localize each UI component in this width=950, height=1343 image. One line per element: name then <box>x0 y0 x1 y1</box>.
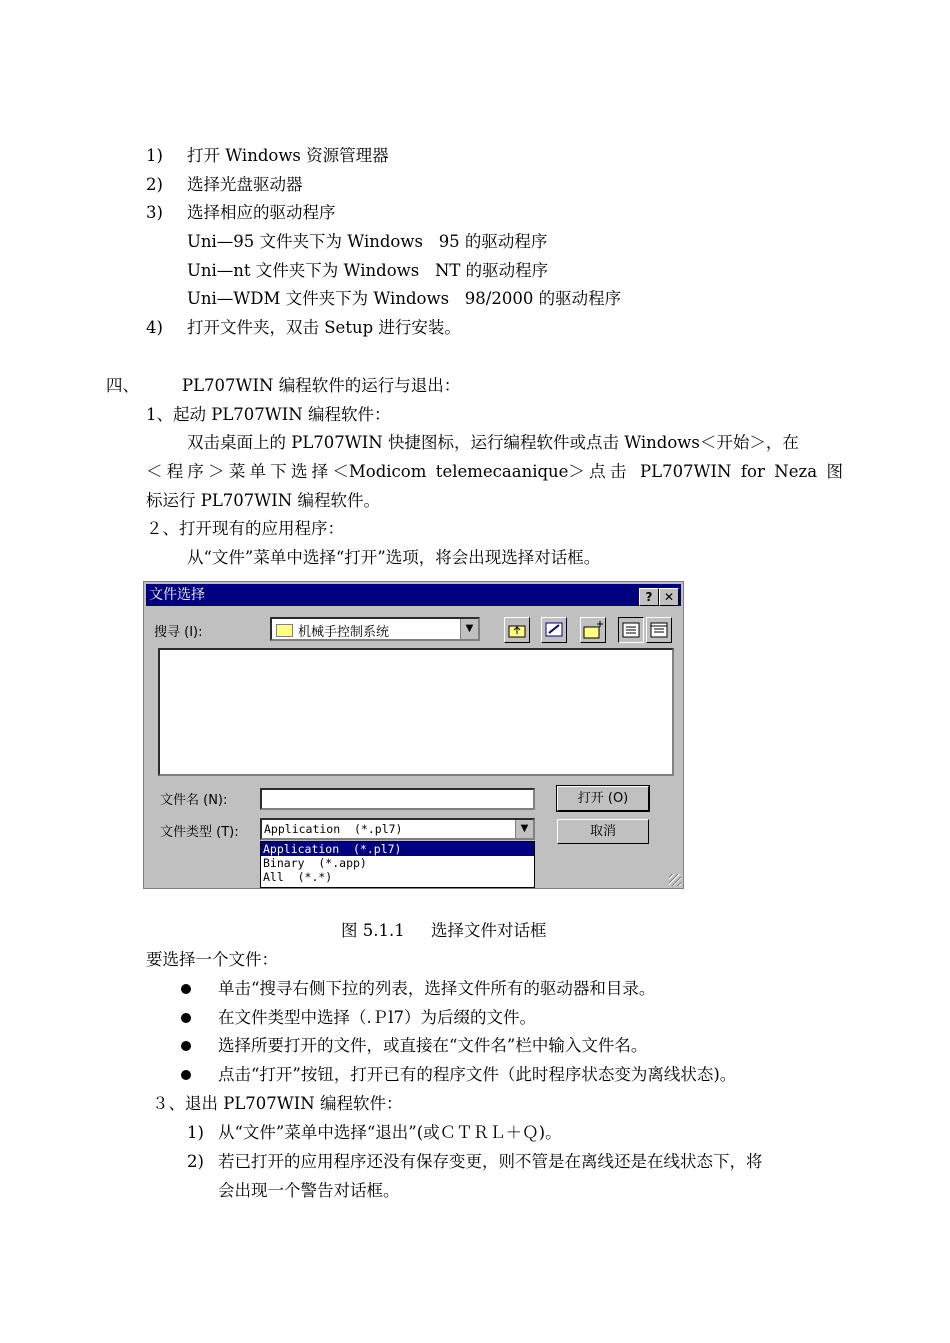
filetype-option[interactable]: Binary (*.app) <box>263 856 367 870</box>
bullet-item-2: 在文件类型中选择（.Ｐl7）为后缀的文件。 <box>218 1008 537 1027</box>
folder-icon <box>276 624 293 637</box>
step-3-text: 选择相应的驱动程序 <box>187 203 336 222</box>
step-2-num: 2) <box>146 175 163 194</box>
bullet-item-1: 单击“搜寻右侧下拉的列表，选择文件所有的驱动器和目录。 <box>218 979 656 998</box>
filename-label: 文件名 (N): <box>160 793 228 808</box>
step-1-text: 打开 Windows 资源管理器 <box>187 146 389 165</box>
bullet-dot <box>181 984 191 994</box>
details-view-icon[interactable] <box>646 617 672 643</box>
select-intro: 要选择一个文件： <box>146 950 278 969</box>
help-button[interactable]: ? <box>639 588 659 606</box>
dialog-title: 文件选择 <box>149 587 205 603</box>
cancel-button[interactable]: 取消 <box>557 819 649 844</box>
filetype-value: Application (*.pl7) <box>264 822 403 836</box>
bullet-dot <box>181 1070 191 1080</box>
sub1-heading: 1、起动 PL707WIN 编程软件： <box>146 405 391 424</box>
chevron-down-icon[interactable]: ▼ <box>460 619 478 639</box>
exit-step-2-text-line-1: 若已打开的应用程序还没有保存变更，则不管是在离线还是在线状态下，将 <box>218 1152 763 1171</box>
file-list[interactable] <box>158 648 674 776</box>
section-number: 四、 <box>106 376 139 395</box>
exit-step-1-text: 从“文件”菜单中选择“退出”(或ＣＴＲＬ＋Ｑ)。 <box>218 1123 562 1142</box>
driver-line-wdm: Uni—WDM 文件夹下为 Windows 98/2000 的驱动程序 <box>187 289 622 308</box>
sub2-heading: ２、打开现有的应用程序： <box>146 519 344 538</box>
bullet-dot <box>181 1013 191 1023</box>
folder-value: 机械手控制系统 <box>298 625 390 640</box>
chevron-down-icon[interactable]: ▼ <box>515 820 533 838</box>
filetype-option[interactable]: All (*.*) <box>263 870 333 884</box>
bullet-item-4: 点击“打开”按钮，打开已有的程序文件（此时程序状态变为离线状态)。 <box>218 1065 737 1084</box>
exit-step-2-text-line-2: 会出现一个警告对话框。 <box>218 1181 400 1200</box>
desktop-icon[interactable] <box>541 617 567 643</box>
filetype-label: 文件类型 (T): <box>160 825 239 840</box>
folder-combo[interactable] <box>270 617 480 641</box>
step-2-text: 选择光盘驱动器 <box>187 175 303 194</box>
exit-step-1-num: 1) <box>187 1123 204 1142</box>
filetype-option[interactable]: Application (*.pl7) <box>261 842 534 856</box>
sub1-para-line-1: 双击桌面上的 PL707WIN 快捷图标，运行编程软件或点击 Windows＜开始＞，在 <box>187 433 799 452</box>
up-folder-icon[interactable] <box>504 617 530 643</box>
step-3-num: 3) <box>146 203 163 222</box>
sub1-para-line-3: 标运行 PL707WIN 编程软件。 <box>146 491 380 510</box>
search-label: 搜寻 (I): <box>154 625 203 640</box>
section-title: PL707WIN 编程软件的运行与退出： <box>182 376 461 395</box>
step-1-num: 1) <box>146 146 163 165</box>
exit-step-2-num: 2) <box>187 1152 204 1171</box>
new-folder-icon[interactable] <box>580 617 606 643</box>
sub3-heading: ３、退出 PL707WIN 编程软件： <box>152 1094 403 1113</box>
resize-grip-icon[interactable] <box>669 874 681 886</box>
bullet-item-3: 选择所要打开的文件，或直接在“文件名”栏中输入文件名。 <box>218 1036 648 1055</box>
file-select-dialog <box>143 581 684 889</box>
step-4-num: 4) <box>146 318 163 337</box>
driver-line-nt: Uni—nt 文件夹下为 Windows NT 的驱动程序 <box>187 261 549 280</box>
filename-input[interactable] <box>260 788 535 810</box>
bullet-dot <box>181 1041 191 1051</box>
filetype-dropdown-list <box>260 841 535 888</box>
list-view-icon[interactable] <box>618 617 644 643</box>
open-button[interactable]: 打开 (O) <box>557 786 649 811</box>
filetype-select[interactable] <box>260 818 535 840</box>
close-button[interactable]: ✕ <box>659 588 679 606</box>
step-4-text: 打开文件夹，双击 Setup 进行安装。 <box>187 318 461 337</box>
driver-line-95: Uni—95 文件夹下为 Windows 95 的驱动程序 <box>187 232 548 251</box>
figure-caption: 图 5.1.1 选择文件对话框 <box>341 921 547 940</box>
dialog-title-bar <box>146 584 681 606</box>
sub2-para: 从“文件”菜单中选择“打开”选项，将会出现选择对话框。 <box>187 548 601 567</box>
sub1-para-line-2: ＜程序＞菜单下选择＜Modicom telemecaanique＞点击 PL707WIN for Neza 图 <box>146 462 843 481</box>
